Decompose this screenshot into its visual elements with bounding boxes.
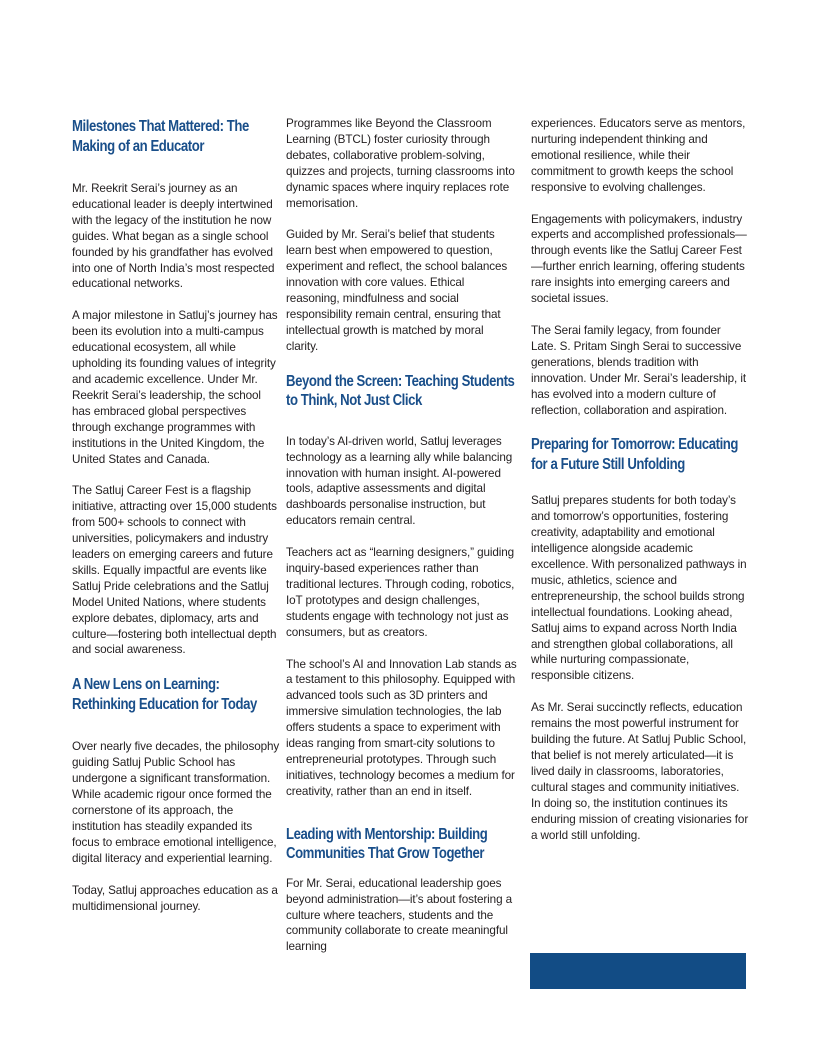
heading-beyond-screen: Beyond the Screen: Teaching Students to Think, Not Just Click (286, 372, 515, 410)
decorative-blue-box (530, 953, 746, 989)
heading-mentorship: Leading with Mentorship: Building Communities That Grow Together (286, 825, 488, 863)
paragraph: Engagements with policymakers, industry experts and accomplished professionals—through events like the Satluj Career Fest—further enrich learning, offering students rare insights into emerging careers and societal issues. (531, 212, 747, 306)
heading-preparing-tomorrow: Preparing for Tomorrow: Educating for a Future Still Unfolding (531, 436, 739, 473)
paragraph: Satluj prepares students for both today’s and tomorrow’s opportunities, fostering creativity, adaptability and emotional intelligence alongside academic excellence. With personalized pathways in music, athletics, science and entrepreneurship, the school builds strong intellectual foundations. Looking ahead, Satluj aims to expand across North India and strengthen global collaborations, all while nurturing compassionate, responsible citizens. (531, 494, 747, 683)
paragraph: The Satluj Career Fest is a flagship initiative, attracting over 15,000 students from 500+ schools to connect with universities, policymakers and industry leaders on emerging careers and future skills. Equally impactful are events like Satluj Pride celebrations and the Satluj Model United Nations, where students explore debates, diplomacy, arts and culture—fostering both intellectual depth and social awareness. (72, 484, 277, 657)
column-3 (531, 116, 749, 843)
paragraph: Today, Satluj approaches education as a multidimensional journey. (72, 883, 278, 913)
paragraph: Over nearly five decades, the philosophy guiding Satluj Public School has undergone a significant transformation. While academic rigour once formed the cornerstone of its approach, the institution has steadily expanded its focus to embrace emotional intelligence, digital literacy and experiential learning. (72, 740, 280, 865)
paragraph: experiences. Educators serve as mentors, nurturing independent thinking and emotional resilience, while their commitment to growth keeps the school responsive to evolving challenges. (531, 117, 746, 194)
paragraph: For Mr. Serai, educational leadership goes beyond administration—it’s about fostering a culture where teachers, students and the community collaborate to create meaningful learning (286, 876, 513, 954)
paragraph: The school’s AI and Innovation Lab stands as a testament to this philosophy. Equipped with advanced tools such as 3D printers and immersive simulation technologies, the lab offers students a space to experiment with ideas ranging from smart-city solutions to entrepreneurial prototypes. Through such initiatives, technology becomes a medium for creativity, rather than an end in itself. (286, 657, 517, 798)
heading-new-lens: A New Lens on Learning: Rethinking Education for Today (72, 676, 257, 713)
paragraph: The Serai family legacy, from founder Late. S. Pritam Singh Serai to successive generations, blends tradition with innovation. Under Mr. Serai’s leadership, it has evolved into a modern culture of reflection, collaboration and aspiration. (531, 323, 746, 417)
column-1 (72, 116, 280, 914)
column-2 (286, 116, 518, 955)
paragraph: Programmes like Beyond the Classroom Learning (BTCL) foster curiosity through debates, collaborative problem-solving, quizzes and projects, turning classrooms into dynamic spaces where inquiry replaces rote memorisation. (286, 117, 515, 210)
paragraph: Guided by Mr. Serai’s belief that students learn best when empowered to question, experiment and reflect, the school balances innovation with core values. Ethical reasoning, mindfulness and social responsibility remain central, ensuring that intellectual growth is matched by moral clarity. (286, 228, 508, 353)
paragraph: A major milestone in Satluj’s journey has been its evolution into a multi-campus educational ecosystem, all while upholding its founding values of integrity and academic excellence. Under Mr. Reekrit Serai’s leadership, the school has embraced global perspectives through exchange programmes with institutions in the United Kingdom, the United States and Canada. (72, 309, 278, 466)
paragraph: In today’s AI-driven world, Satluj leverages technology as a learning ally while balancing innovation with human insight. AI-powered tools, adaptive assessments and digital dashboards personalise instruction, but educators remain central. (286, 434, 513, 528)
paragraph: Mr. Reekrit Serai’s journey as an educational leader is deeply intertwined with the legacy of the institution he now guides. What began as a single school founded by his grandfather has evolved into one of North India’s most respected educational networks. (72, 182, 275, 291)
heading-milestones: Milestones That Mattered: The Making of an Educator (72, 118, 249, 155)
paragraph: As Mr. Serai succinctly reflects, education remains the most powerful instrument for building the future. At Satluj Public School, that belief is not merely articulated—it is lived daily in classrooms, laboratories, cultural stages and community initiatives. In doing so, the institution continues its enduring mission of creating visionaries for a world still unfolding. (531, 701, 749, 842)
paragraph: Teachers act as “learning designers,” guiding inquiry-based experiences rather than traditional lectures. Through coding, robotics, IoT prototypes and design challenges, students engage with technology not just as consumers, but as creators. (286, 546, 515, 639)
